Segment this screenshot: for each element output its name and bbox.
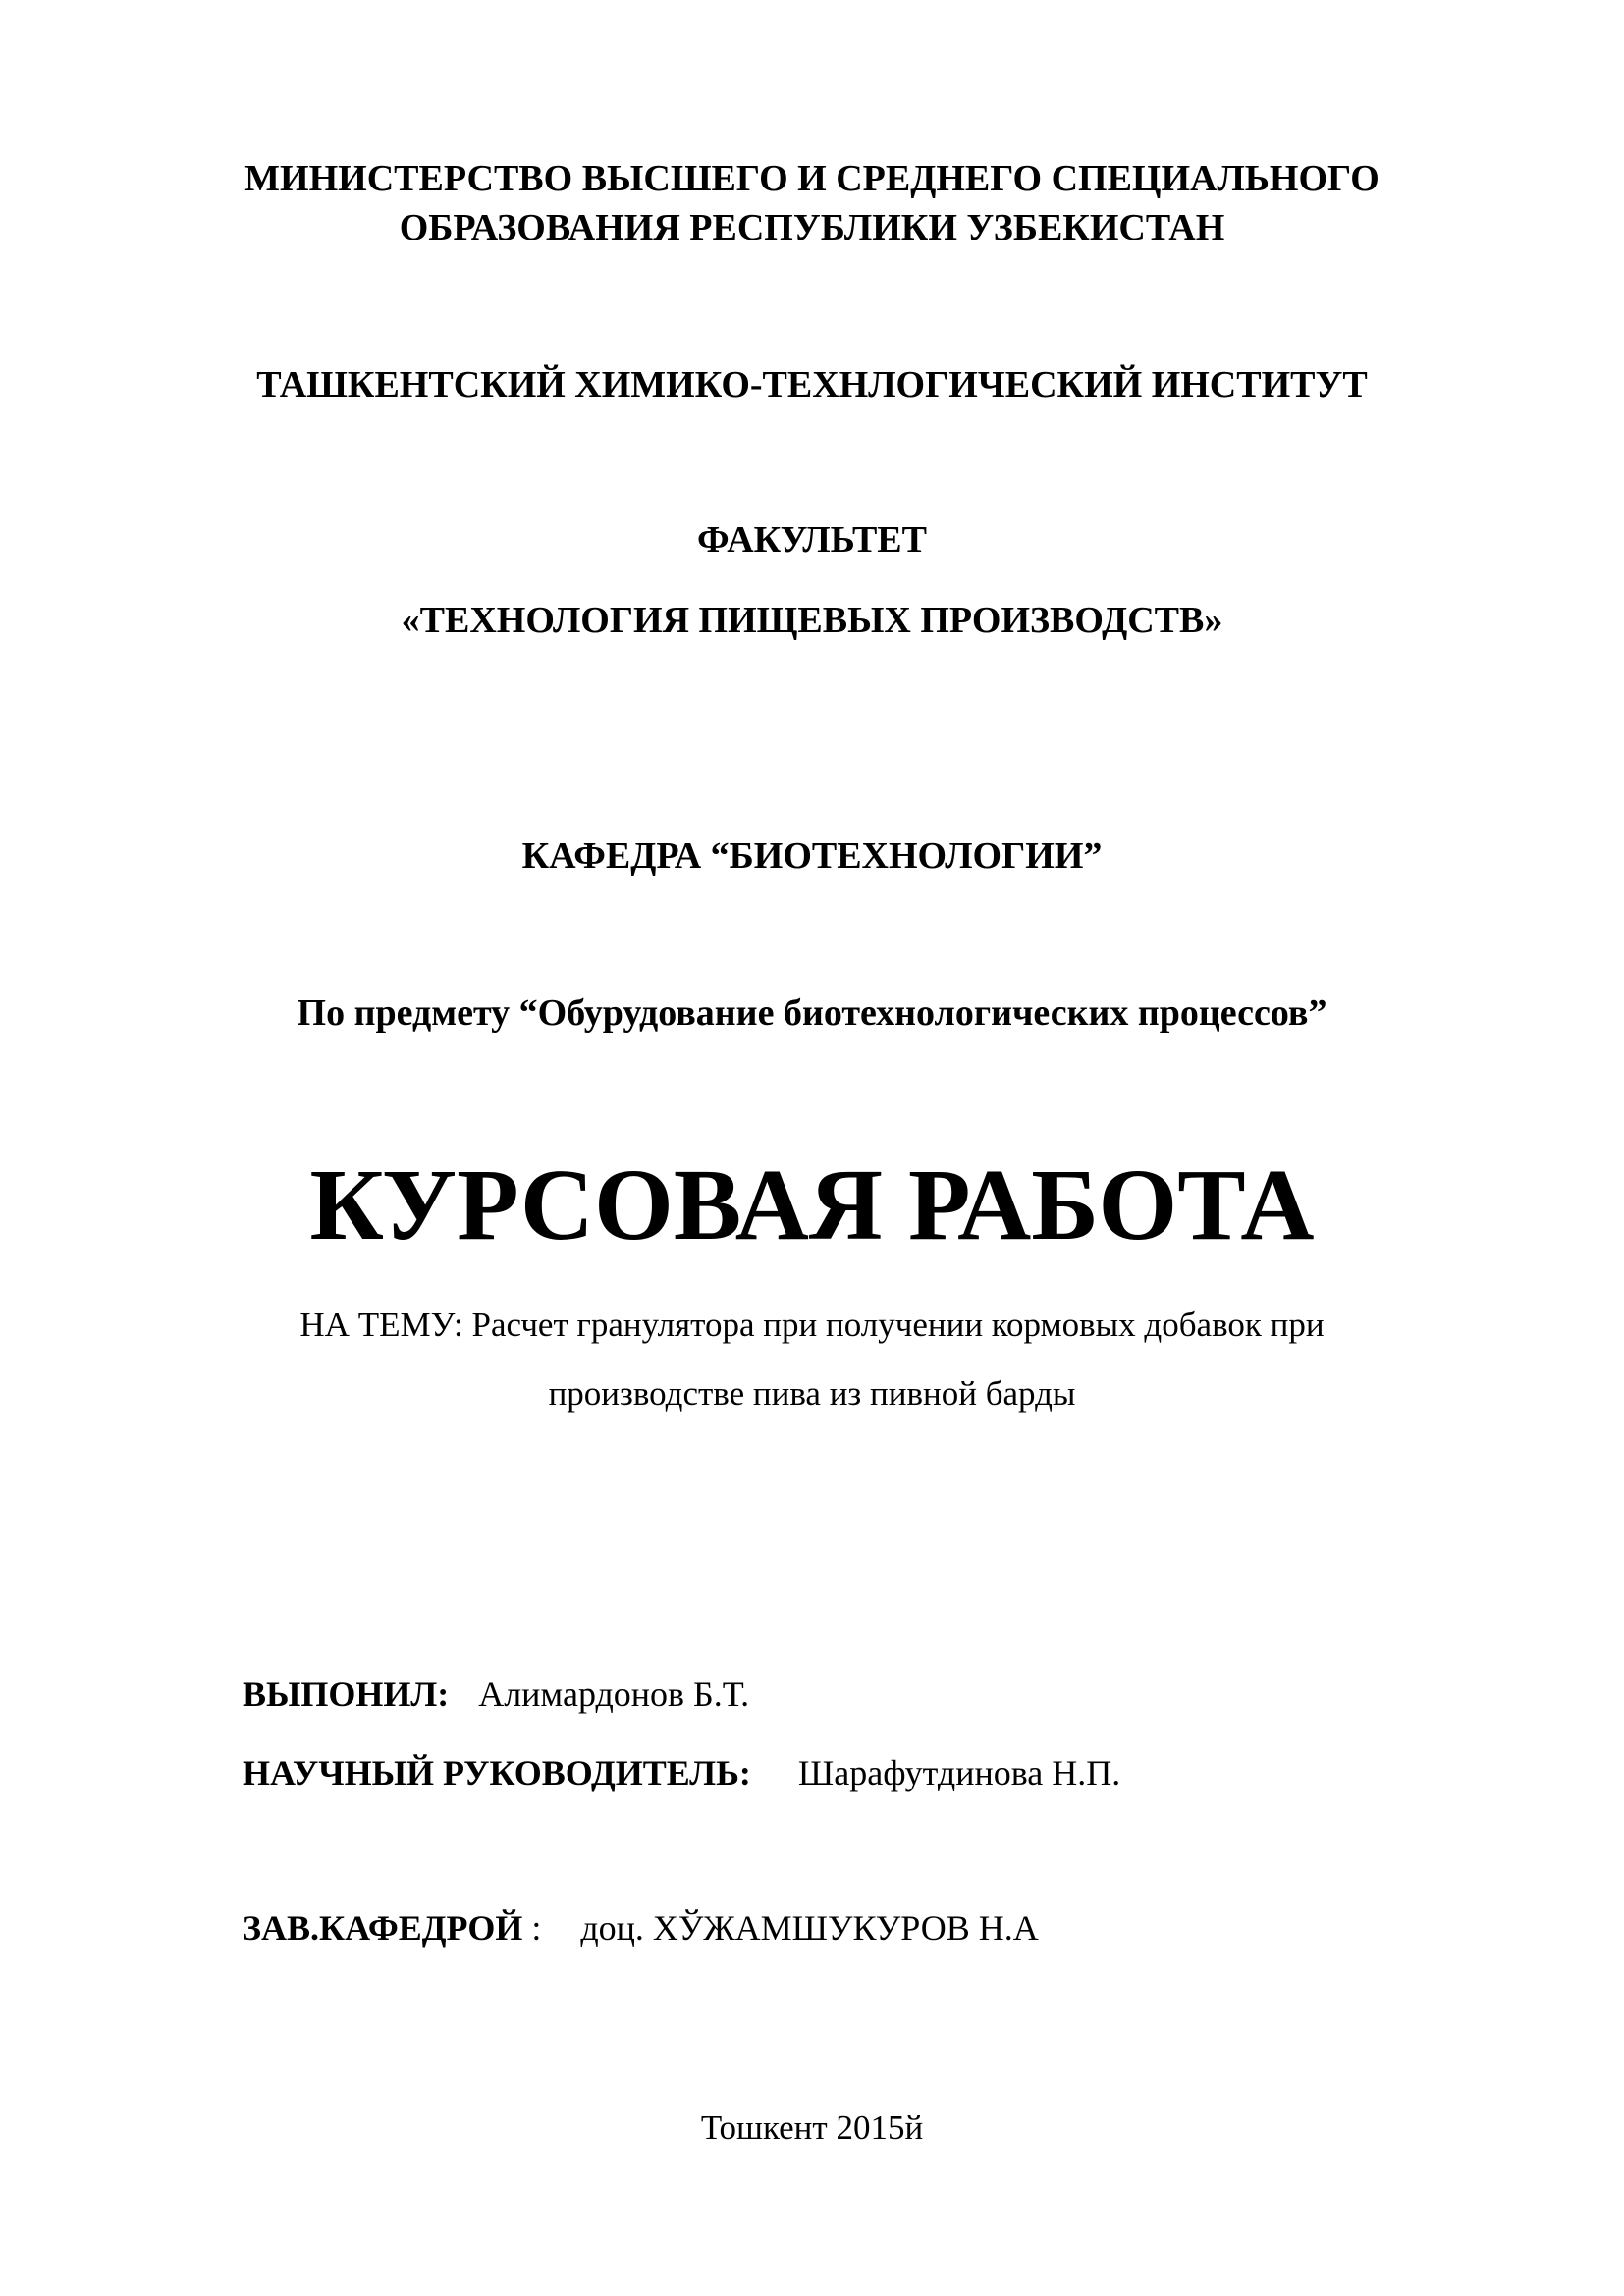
faculty-name: «ТЕХНОЛОГИЯ ПИЩЕВЫХ ПРОИЗВОДСТВ»	[401, 600, 1223, 641]
supervisor-separator: :	[738, 1753, 751, 1792]
supervisor-row	[243, 1752, 1120, 1793]
topic-line-2: производстве пива из пивной барды	[548, 1374, 1076, 1413]
ministry-line-1: МИНИСТЕРСТВО ВЫСШЕГО И СРЕДНЕГО СПЕЦИАЛЬНОГО	[244, 158, 1380, 199]
head-of-department-name: доц. ХЎЖАМШУКУРОВ Н.А	[580, 1908, 1039, 1948]
head-of-department-separator: :	[522, 1908, 542, 1948]
head-of-department-row	[243, 1907, 1039, 1949]
supervisor-name: Шарафутдинова Н.П.	[797, 1753, 1121, 1792]
city-year: Тошкент 2015й	[700, 2109, 924, 2147]
institute-name: ТАШКЕНТСКИЙ ХИМИКО-ТЕХНЛОГИЧЕСКИЙ ИНСТИТУТ	[256, 364, 1368, 405]
subject-line: По предмету “Обурудование биотехнологических процессов”	[297, 992, 1327, 1034]
performed-by-row	[243, 1674, 749, 1715]
supervisor-label: НАУЧНЫЙ РУКОВОДИТЕЛЬ	[243, 1753, 739, 1792]
head-of-department-label: ЗАВ.КАФЕДРОЙ	[243, 1908, 523, 1948]
department-name: КАФЕДРА “БИОТЕХНОЛОГИИ”	[521, 835, 1103, 877]
topic-line-1: НА ТЕМУ: Расчет гранулятора при получении кормовых добавок при	[299, 1306, 1325, 1344]
performed-by-separator: :	[437, 1675, 450, 1714]
performed-by-label: ВЫПОНИЛ	[243, 1675, 438, 1714]
performed-by-name: Алимардонов Б.Т.	[478, 1675, 750, 1714]
faculty-label: ФАКУЛЬТЕТ	[697, 519, 927, 561]
document-title: КУРСОВАЯ РАБОТА	[309, 1148, 1315, 1261]
ministry-line-2: ОБРАЗОВАНИЯ РЕСПУБЛИКИ УЗБЕКИСТАН	[399, 207, 1225, 248]
